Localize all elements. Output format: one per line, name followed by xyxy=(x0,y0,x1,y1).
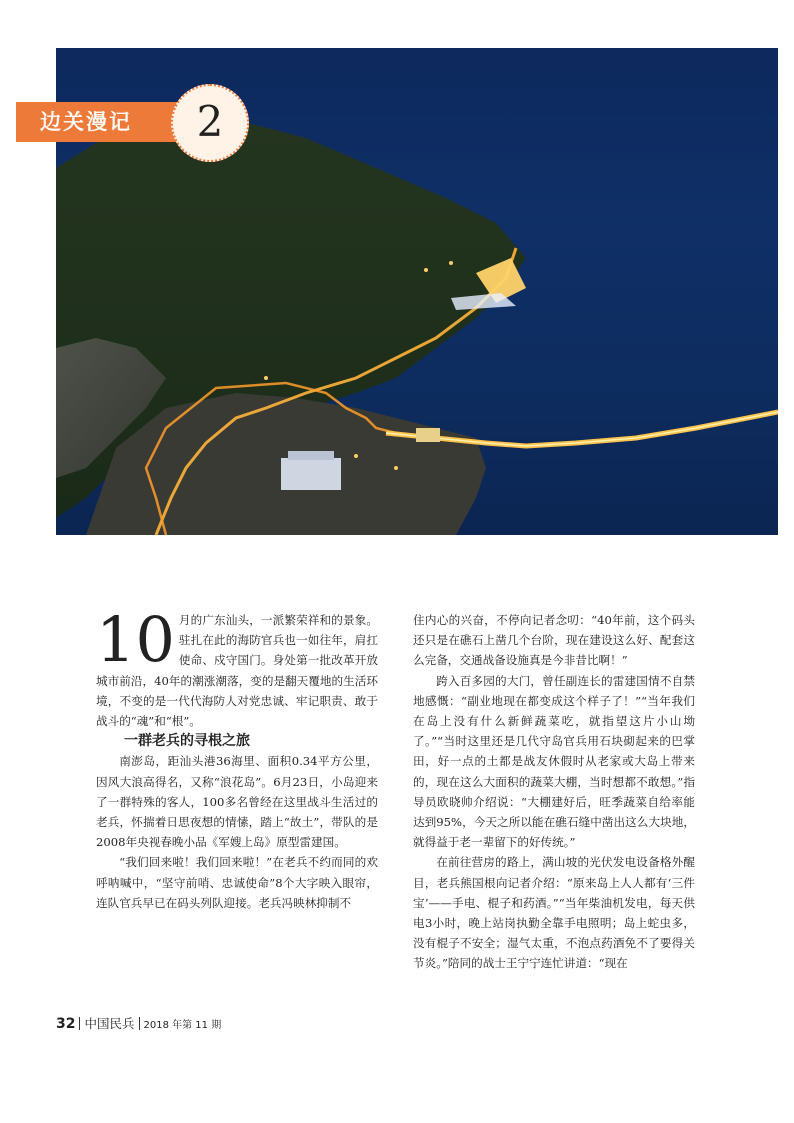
body-paragraph: 南澎岛，距汕头港36海里、面积0.34平方公里，因风大浪高得名，又称“浪花岛”。6月23日，小岛迎来了一群特殊的客人，100多名曾经在这里战斗生活过的老兵，怀揣着日思夜想的情愫，踏上“故土”，带队的是2008年央视春晚小品《军嫂上岛》原型雷建国。 xyxy=(96,754,378,850)
footer-divider xyxy=(79,1017,80,1030)
section-number: 2 xyxy=(196,97,224,146)
page-footer xyxy=(56,1014,221,1032)
issue-label: 2018 年第 11 期 xyxy=(143,1020,222,1031)
right-column xyxy=(413,610,695,974)
body-paragraph: 跨入百多园的大门，曾任副连长的雷建国情不自禁地感慨：“副业地现在都变成这个样子了！”“当年我们在岛上没有什么新鲜蔬菜吃，就指望这片小山坳了。”“当时这里还是几代守岛官兵用石块砌起来的巴掌田，好一点的土都是战友休假时从老家或大岛上带来的，现在这么大面积的蔬菜大棚，当时想都不敢想。”指导员欧晓帅介绍说：“大棚建好后，旺季蔬菜自给率能达到95%，今天之所以能在礁石缝中凿出这么大块地，就得益于老一辈留下的好传统。” xyxy=(413,673,695,850)
intro-text: 月的广东汕头，一派繁荣祥和的景象。驻扎在此的海防官兵也一如往年，肩扛使命、戍守国门。身处第一批改革开放城市前沿，40年的潮涨潮落，变的是翻天覆地的生活环境，不变的是一代代海防人对党忠诚、牢记职责、敢于战斗的“魂”和“根”。 xyxy=(96,613,378,729)
intro-paragraph xyxy=(96,603,378,731)
left-column xyxy=(96,603,378,913)
footer-divider xyxy=(139,1017,140,1030)
subhead: 一群老兵的寻根之旅 xyxy=(124,733,250,750)
body-paragraph: 在前往营房的路上，满山坡的光伏发电设备格外醒目，老兵熊国根向记者介绍：“原来岛上人人都有‘三件宝’——手电、棍子和药酒。”“当年柴油机发电，每天供电3小时，晚上站岗执勤全靠手电照明；岛上蛇虫多，没有棍子不安全；湿气太重，不泡点药酒免不了要得关节炎。”陪同的战士王宁宁连忙讲道：“现在 xyxy=(413,855,695,971)
page-number: 32 xyxy=(56,1016,76,1032)
section-number-badge xyxy=(171,84,249,162)
dropcap: 10 xyxy=(96,603,175,676)
magazine-name: 中国民兵 xyxy=(84,1016,135,1031)
section-label: 边关漫记 xyxy=(40,109,132,134)
body-paragraph: “我们回来啦！我们回来啦！”在老兵不约而同的欢呼呐喊中，“坚守前哨、忠诚使命”8个大字映入眼帘，连队官兵早已在码头列队迎接。老兵冯映林抑制不 xyxy=(96,855,378,910)
body-paragraph: 住内心的兴奋，不停向记者念叨：“40年前，这个码头还只是在礁石上凿几个台阶，现在建设这么好、配套这么完备，交通战备设施真是今非昔比啊！” xyxy=(413,613,695,668)
section-tag xyxy=(16,102,181,142)
